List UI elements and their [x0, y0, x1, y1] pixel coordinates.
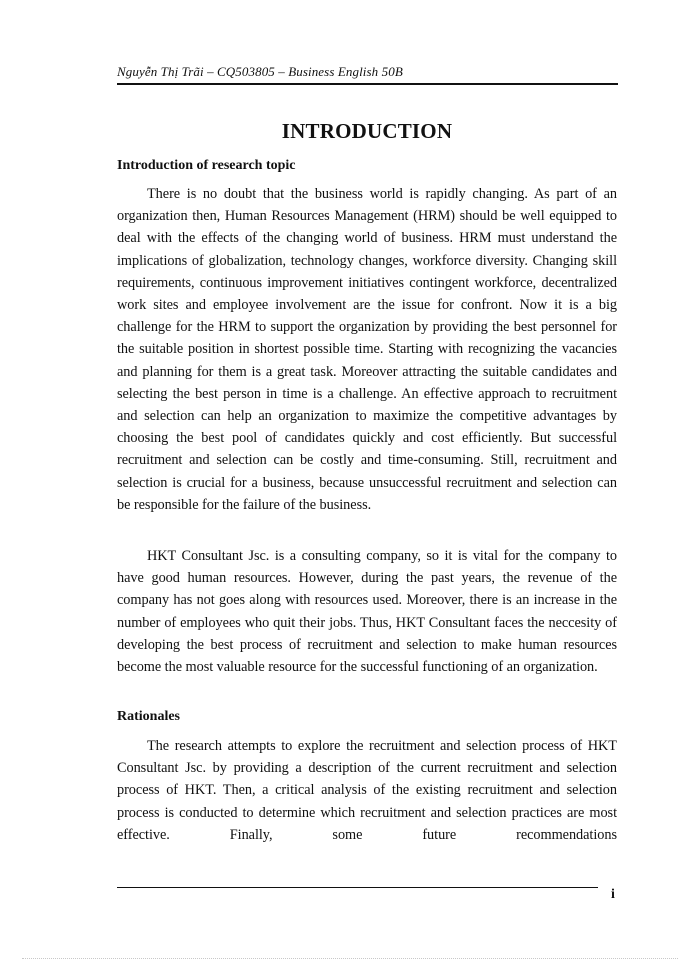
header-rule [117, 83, 618, 85]
running-header: Nguyễn Thị Trãi – CQ503805 – Business English 50B [117, 64, 403, 79]
section-heading-research-topic: Introduction of research topic [117, 158, 296, 173]
page-number: i [611, 887, 615, 902]
paragraph-research-topic-1: There is no doubt that the business world is rapidly changing. As part of an organization then, Human Resources Management (HRM) should be well equipped to deal with the effects of the changing world of business. HRM must understand the implications of globalization, technology changes, workforce diversity. Changing skill requirements, continuous improvement initiatives contingent workforce, decentralized work sites and employee involvement are the issue for confront. Now it is a big challenge for the HRM to support the organization by providing the best personnel for the suitable position in shortest possible time. Starting with recognizing the vacancies and planning for them is a great task. Moreover attracting the suitable candidates and selecting the best person in time is a challenge. An effective approach to recruitment and selection can help an organization to maximize the competitive advantages by choosing the best pool of candidates quickly and cost efficiently. But successful recruitment and selection can be costly and time-consuming. Still, recruitment and selection is crucial for a business, because unsuccessful recruitment and selection can be responsible for the failure of the business. [117, 186, 617, 513]
chapter-title: INTRODUCTION [281, 119, 453, 143]
section-heading-rationales: Rationales [117, 709, 180, 724]
page-bottom-border [22, 958, 678, 959]
footer-rule [117, 887, 598, 888]
paragraph-research-topic-2: HKT Consultant Jsc. is a consulting company, so it is vital for the company to have good human resources. However, during the past years, the revenue of the company has not goes along with resources used. Moreover, there is an increase in the number of employees who quit their jobs. Thus, HKT Consultant faces the neccesity of developing the best process of recruitment and selection to make human resources become the most valuable resource for the successful functioning of an organization. [117, 548, 617, 676]
paragraph-rationales-1: The research attempts to explore the recruitment and selection process of HKT Consultant Jsc. by providing a description of the current recruitment and selection process of HKT. Then, a critical analysis of the existing recruitment and selection process is conducted to determine which recruitment and selection practices are most effective. Finally, some future recommendations [117, 738, 617, 843]
